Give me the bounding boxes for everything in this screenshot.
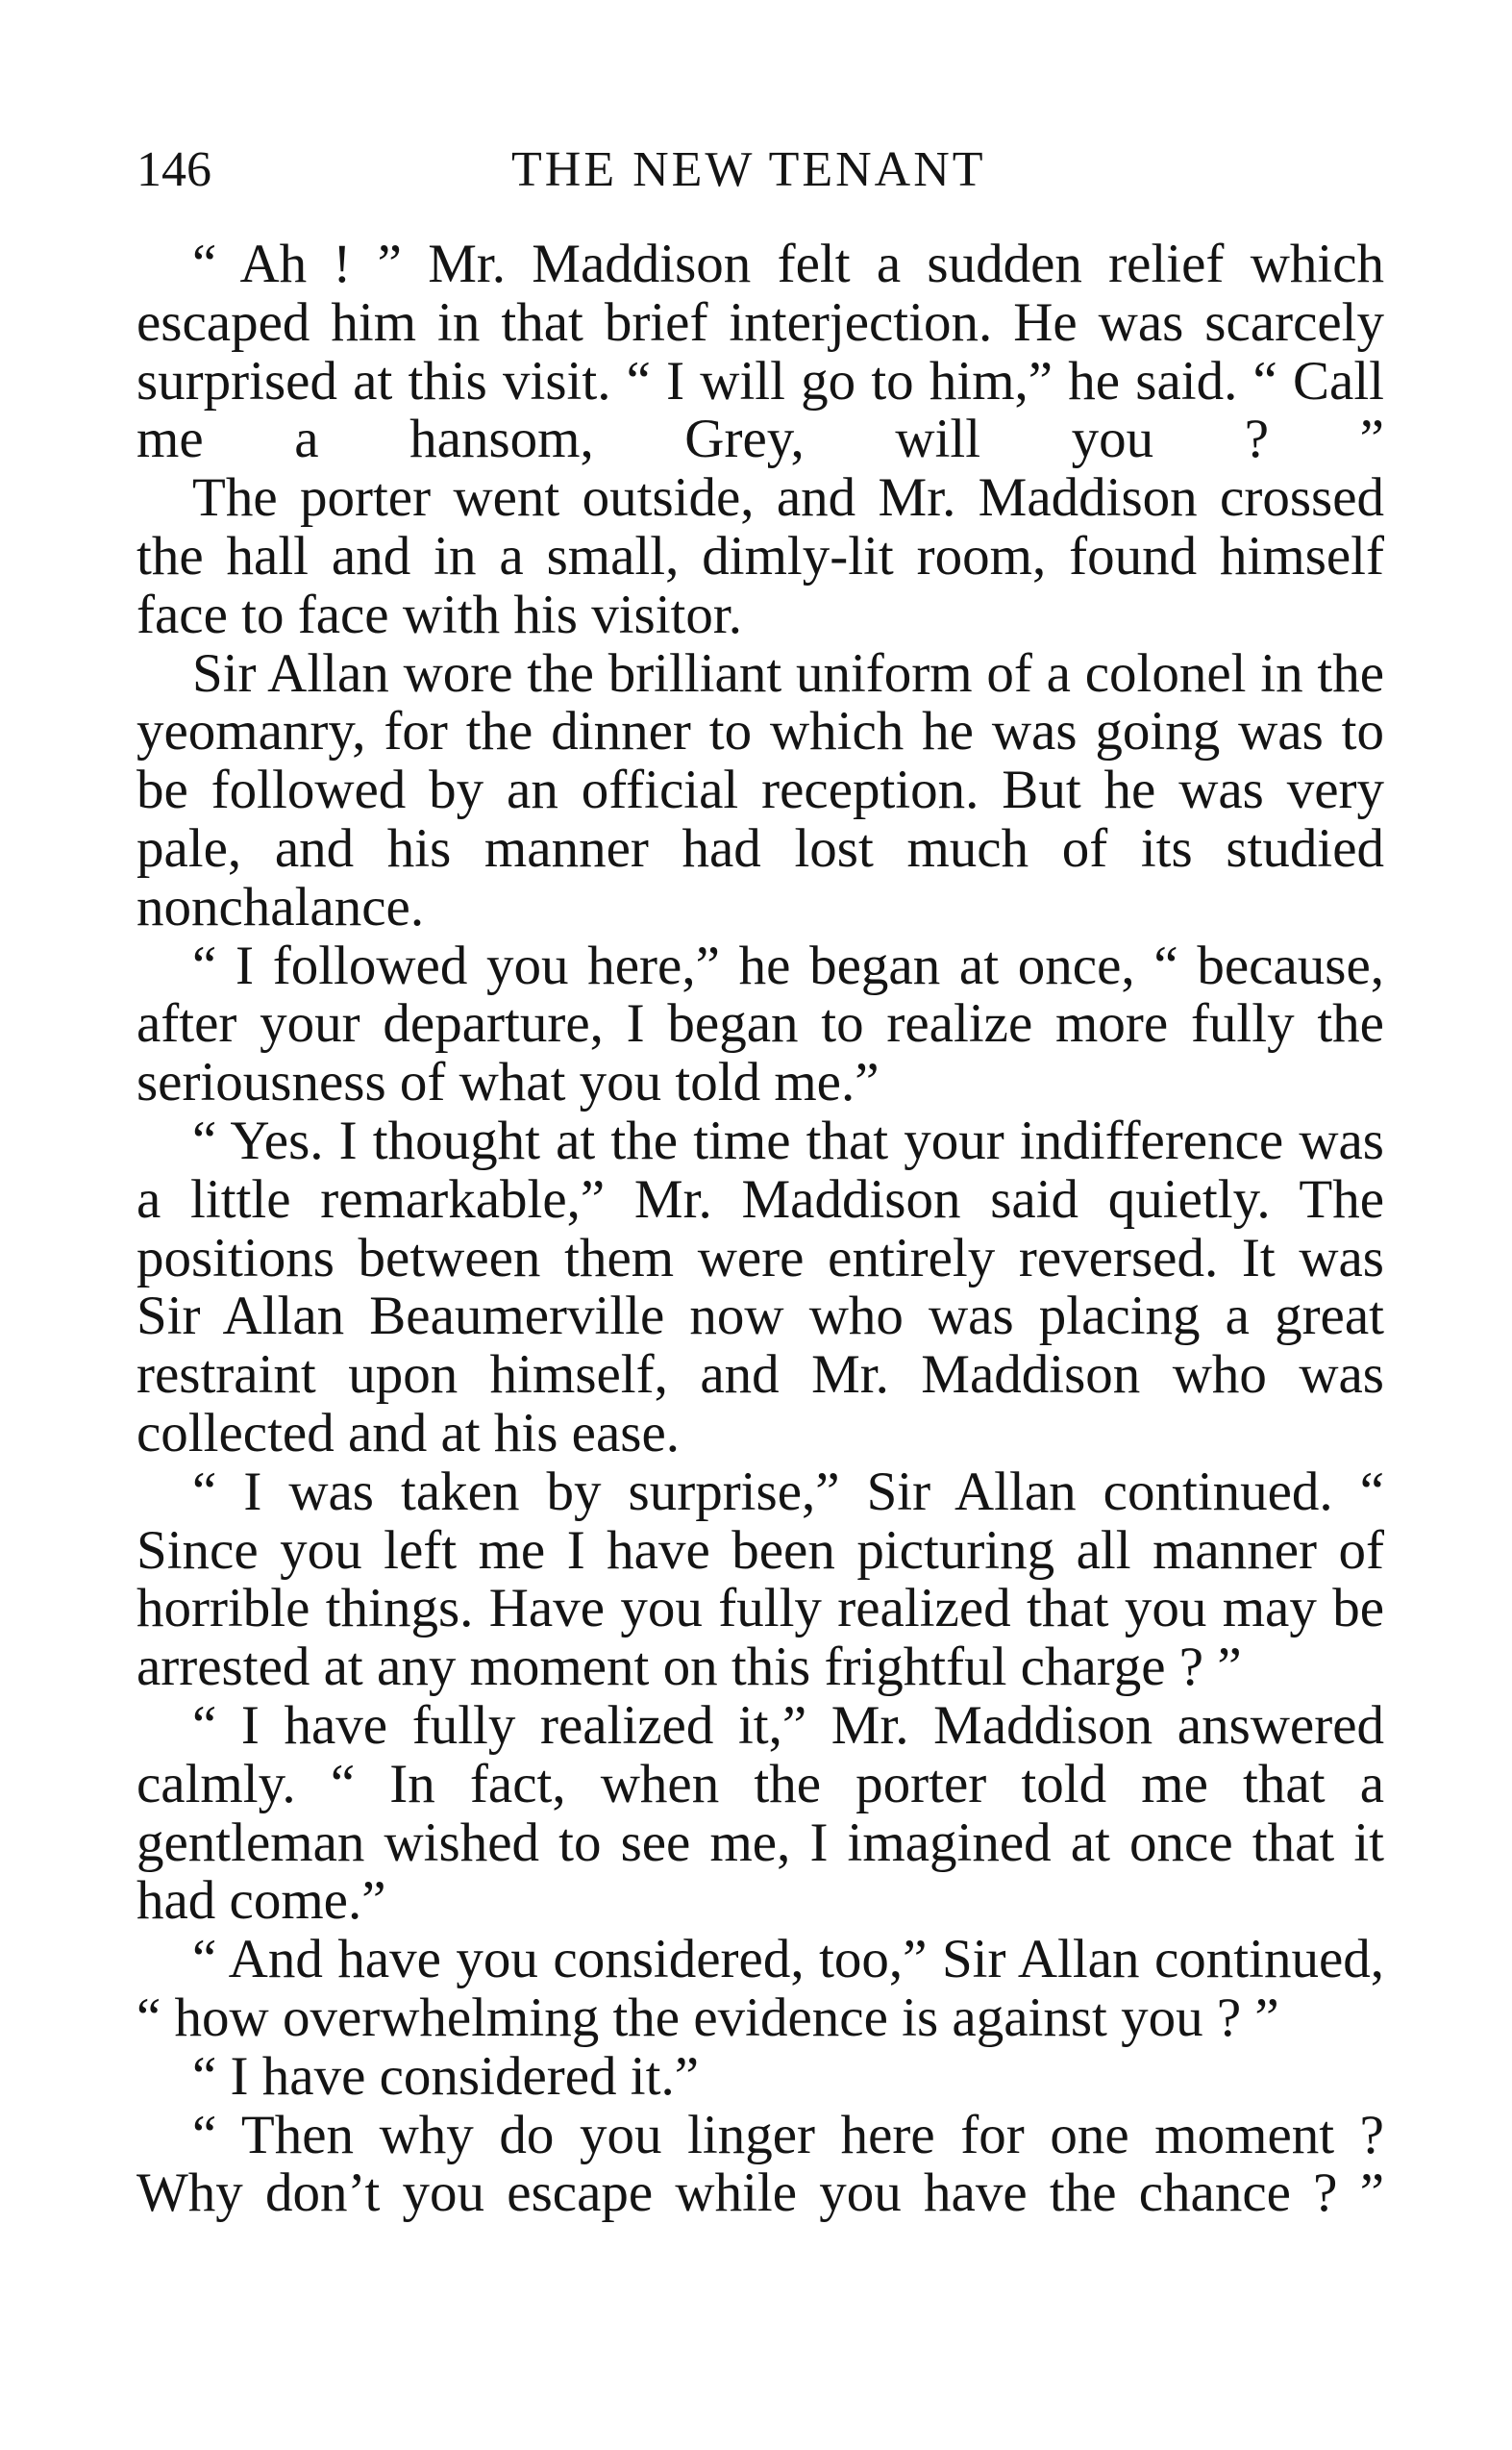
body-text xyxy=(136,236,1384,2223)
paragraph: Sir Allan wore the brilliant uniform of a colonel in the yeomanry, for the dinner to which he was going was to be followed by an official reception. But he was very pale, and his manner had lost much of its studied nonchalance. xyxy=(136,642,1384,938)
paragraph: “ Ah ! ” Mr. Maddison felt a sudden relief which escaped him in that brief interjection. He was scarcely surprised at this visit. “ I will go to him,” he said. “ Call me a hansom, Grey, will you ? ” xyxy=(136,234,1384,470)
paragraph: “ Then why do you linger here for one moment ? Why don’t you escape while you have the chance ? ” xyxy=(136,2104,1384,2224)
page-header xyxy=(136,137,1376,204)
paragraph: The porter went outside, and Mr. Maddison crossed the hall and in a small, dimly-lit room, found himself face to face with his visitor. xyxy=(136,467,1384,645)
paragraph: “ I was taken by surprise,” Sir Allan continued. “ Since you left me I have been picturing all manner of horrible things. Have you fully realized that you may be arrested at any moment on this frightful charge ? ” xyxy=(136,1461,1384,1698)
paragraph: “ And have you considered, too,” Sir Allan continued, “ how overwhelming the evidence is against you ? ” xyxy=(136,1929,1384,2048)
paragraph: “ Yes. I thought at the time that your indifference was a little remarkable,” Mr. Maddison said quietly. The positions between them were entirely reversed. It was Sir Allan Beaumerville now who was placing a great restraint upon himself, and Mr. Maddison who was collected and at his ease. xyxy=(136,1110,1384,1463)
page-number: 146 xyxy=(136,142,211,197)
paragraph: “ I have fully realized it,” Mr. Maddison answered calmly. “ In fact, when the porter told me that a gentleman wished to see me, I imagined at once that it had come.” xyxy=(136,1694,1384,1932)
running-title: THE NEW TENANT xyxy=(511,142,986,197)
paragraph: “ I have considered it.” xyxy=(192,2045,699,2107)
paragraph: “ I followed you here,” he began at once, “ because, after your departure, I began to realize more fully the seriousness of what you told me.” xyxy=(136,935,1384,1113)
